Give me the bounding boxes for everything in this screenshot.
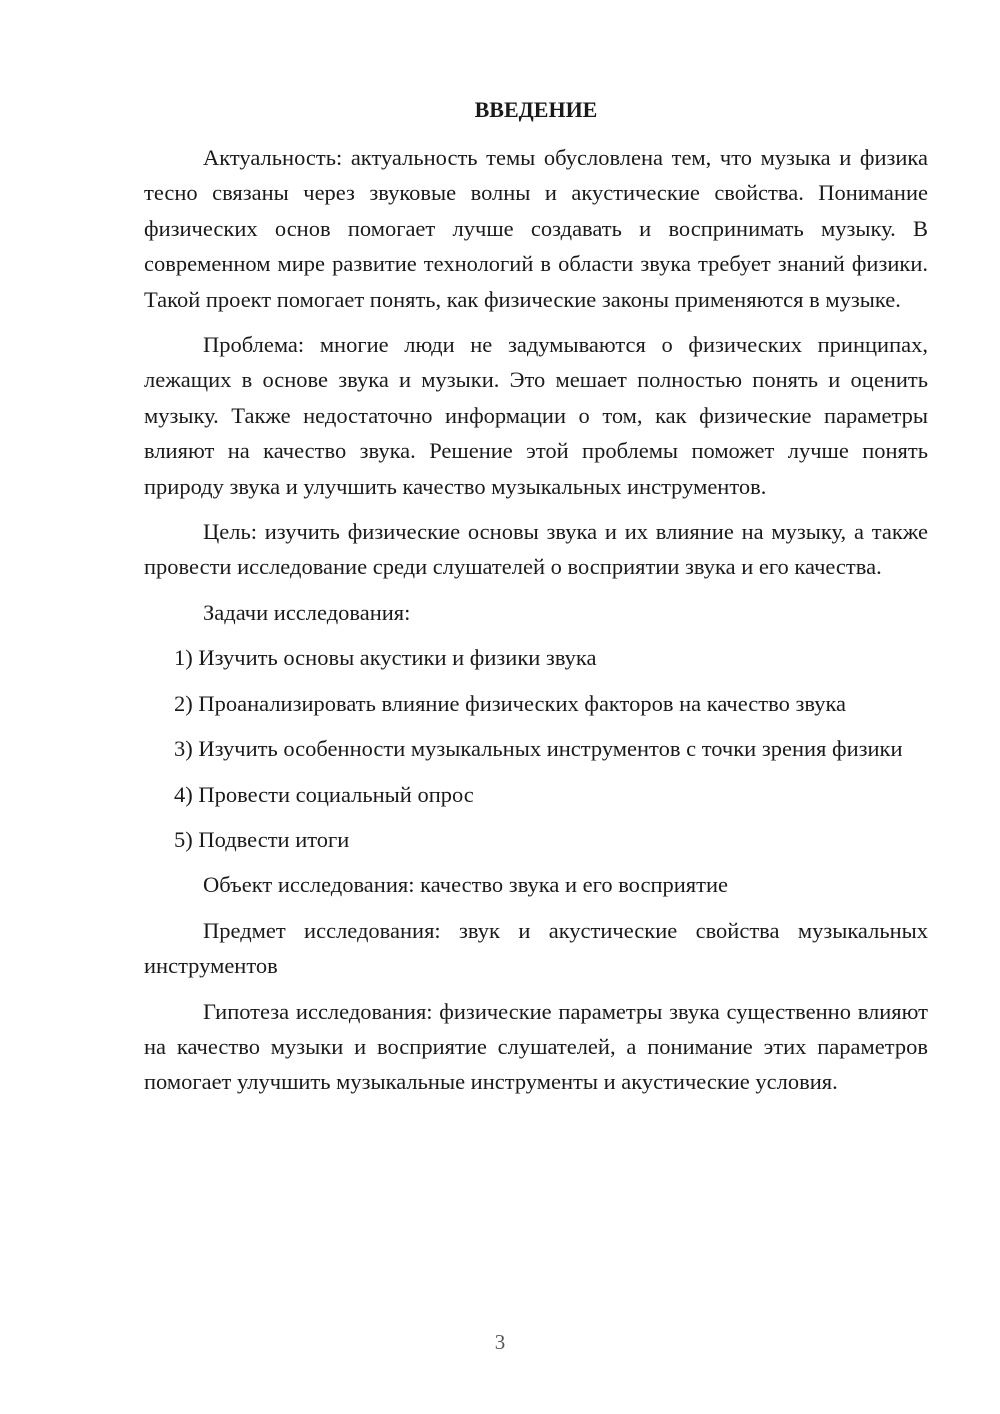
tasks-heading: Задачи исследования:	[203, 599, 411, 625]
goal-paragraph: Цель: изучить физические основы звука и их влияние на музыку, а также провести исследование среди слушателей о восприятии звука и его качества.	[144, 519, 928, 580]
object-paragraph: Объект исследования: качество звука и его восприятие	[203, 872, 729, 898]
page-number: 3	[494, 1330, 506, 1354]
task-item-1: 1) Изучить основы акустики и физики звука	[174, 645, 597, 671]
relevance-paragraph: Актуальность: актуальность темы обусловлена тем, что музыка и физика тесно связаны через звуковые волны и акустические свойства. Понимание физических основ помогает лучше создавать и воспринимать музыку. В современном мире развитие технологий в области звука требует знаний физики. Такой проект помогает понять, как физические законы применяются в музыке.	[144, 145, 928, 312]
task-item-5: 5) Подвести итоги	[174, 826, 350, 852]
task-item-3: 3) Изучить особенности музыкальных инструментов с точки зрения физики	[174, 736, 903, 762]
hypothesis-paragraph: Гипотеза исследования: физические параметры звука существенно влияют на качество музыки и восприятие слушателей, а понимание этих параметров помогает улучшить музыкальные инструменты и акустические условия.	[144, 998, 928, 1095]
problem-paragraph: Проблема: многие люди не задумываются о физических принципах, лежащих в основе звука и музыки. Это мешает полностью понять и оценить музыку. Также недостаточно информации о том, как физические параметры влияют на качество звука. Решение этой проблемы поможет лучше понять природу звука и улучшить качество музыкальных инструментов.	[144, 332, 928, 499]
section-heading: ВВЕДЕНИЕ	[474, 97, 598, 122]
task-item-4: 4) Провести социальный опрос	[174, 781, 474, 807]
subject-paragraph: Предмет исследования: звук и акустические свойства музыкальных инструментов	[144, 917, 928, 979]
task-item-2: 2) Проанализировать влияние физических факторов на качество звука	[174, 690, 847, 716]
document-page	[144, 90, 928, 1110]
